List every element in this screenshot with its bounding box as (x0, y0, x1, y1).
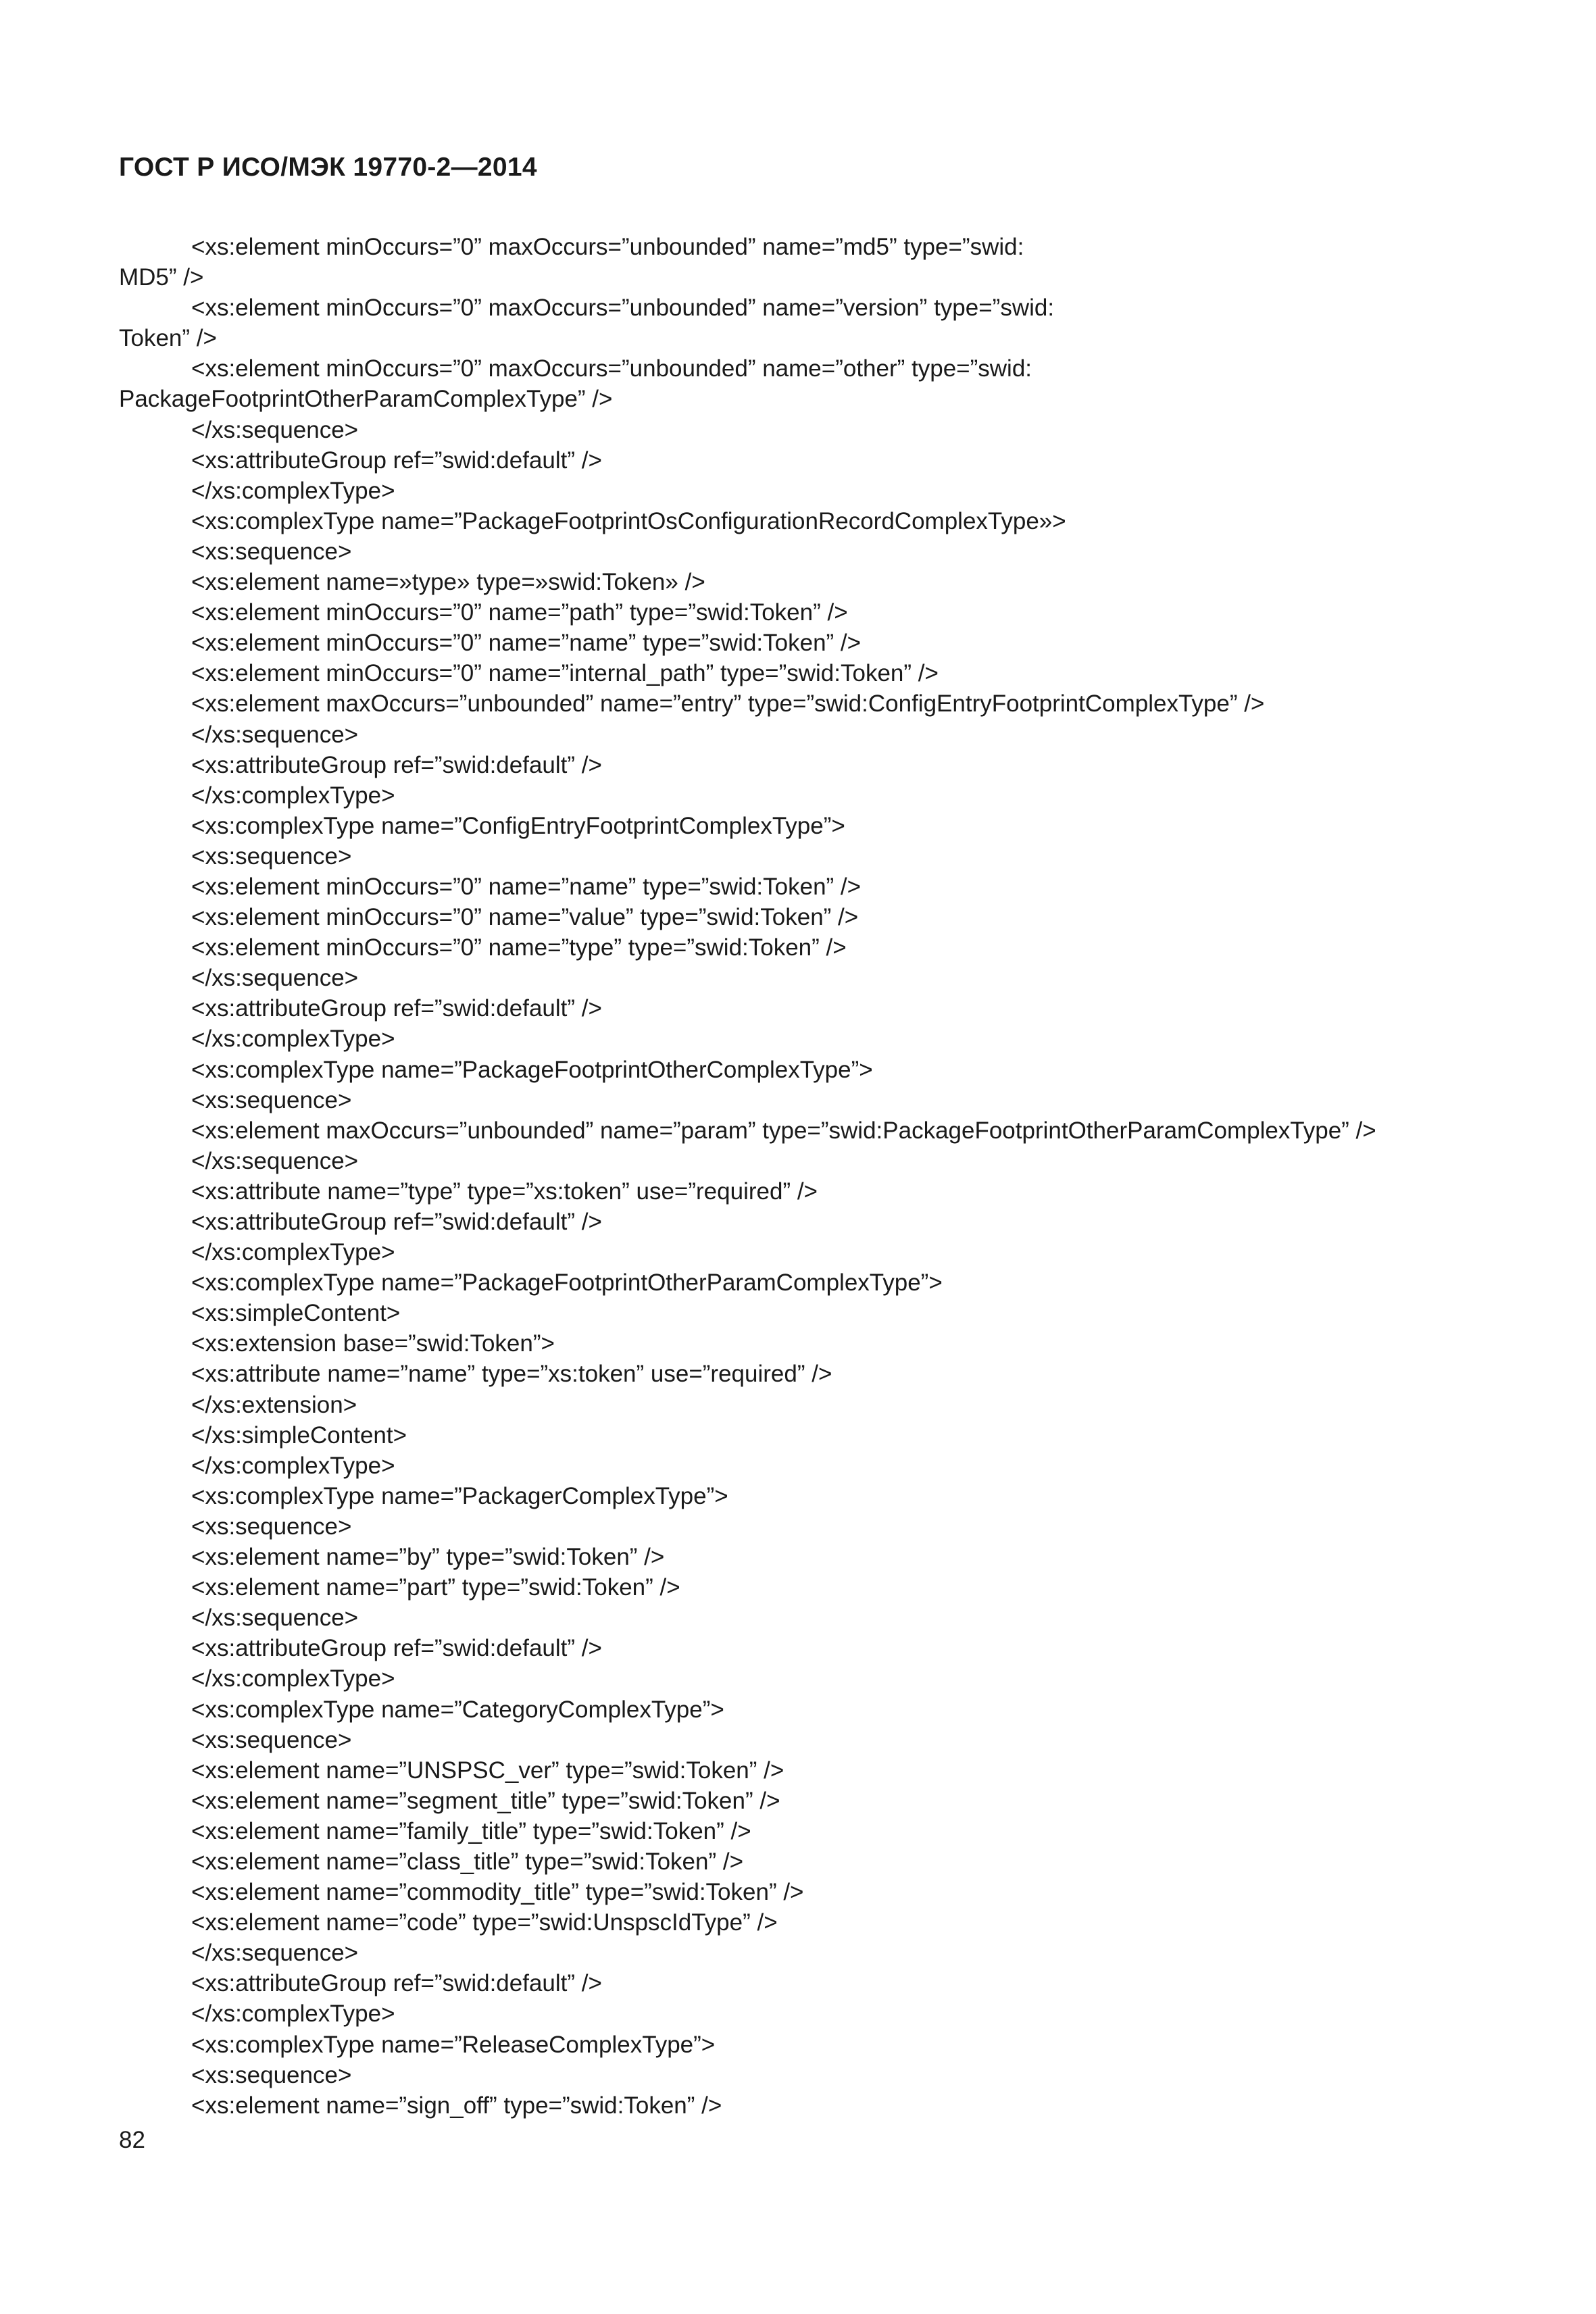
code-line: </xs:complexType> (191, 1239, 395, 1266)
code-line: <xs:element name=”code” type=”swid:UnspscIdType” /> (191, 1909, 778, 1936)
code-line: <xs:element name=”part” type=”swid:Token” /> (191, 1574, 680, 1601)
code-line: <xs:element name=”family_title” type=”swid:Token” /> (191, 1817, 751, 1844)
code-line: <xs:element minOccurs=”0” name=”value” type=”swid:Token” /> (191, 904, 859, 931)
code-line: </xs:complexType> (191, 1452, 395, 1479)
code-line: </xs:extension> (191, 1391, 357, 1418)
code-line: <xs:attribute name=”type” type=”xs:token” use=”required” /> (191, 1178, 818, 1205)
page-number: 82 (119, 2127, 145, 2153)
code-line: <xs:element name=”UNSPSC_ver” type=”swid:Token” /> (191, 1757, 784, 1784)
code-line: <xs:element maxOccurs=”unbounded” name=”entry” type=”swid:ConfigEntryFootprintComplexType” /> (191, 690, 1265, 718)
code-line: </xs:sequence> (191, 416, 359, 443)
code-line: </xs:sequence> (191, 965, 359, 992)
code-line: <xs:element minOccurs=”0” maxOccurs=”unbounded” name=”version” type=”swid: (191, 295, 1055, 322)
code-line: <xs:attributeGroup ref=”swid:default” /> (191, 1635, 602, 1662)
code-line: <xs:element name=”class_title” type=”swid:Token” /> (191, 1848, 744, 1875)
code-line: <xs:complexType name=”ReleaseComplexType”> (191, 2031, 716, 2058)
code-line: <xs:complexType name=”PackageFootprintOtherComplexType”> (191, 1056, 873, 1083)
code-line: PackageFootprintOtherParamComplexType” /> (119, 386, 613, 413)
code-line: <xs:attributeGroup ref=”swid:default” /> (191, 1209, 602, 1235)
code-line: </xs:sequence> (191, 1605, 359, 1632)
code-line: </xs:complexType> (191, 2001, 395, 2028)
code-line: <xs:complexType name=”PackagerComplexType”> (191, 1482, 728, 1509)
code-line: <xs:attribute name=”name” type=”xs:token” use=”required” /> (191, 1361, 832, 1388)
code-line: <xs:extension base=”swid:Token”> (191, 1330, 555, 1357)
code-line: <xs:sequence> (191, 842, 352, 870)
code-line: <xs:element name=”segment_title” type=”swid:Token” /> (191, 1787, 780, 1814)
code-line: </xs:sequence> (191, 721, 359, 748)
code-line: <xs:sequence> (191, 1513, 352, 1540)
code-line: <xs:attributeGroup ref=”swid:default” /> (191, 447, 602, 474)
code-line: </xs:complexType> (191, 1665, 395, 1692)
code-line: <xs:sequence> (191, 538, 352, 565)
code-line: <xs:element minOccurs=”0” name=”name” type=”swid:Token” /> (191, 873, 862, 900)
code-line: </xs:complexType> (191, 477, 395, 504)
code-line: <xs:element minOccurs=”0” maxOccurs=”unbounded” name=”other” type=”swid: (191, 355, 1032, 382)
code-line: </xs:sequence> (191, 1940, 359, 1967)
code-line: <xs:element name=”sign_off” type=”swid:Token” /> (191, 2092, 722, 2119)
xml-schema-listing (119, 232, 1484, 2121)
code-line: <xs:sequence> (191, 1086, 352, 1113)
code-line: <xs:element minOccurs=”0” name=”name” type=”swid:Token” /> (191, 630, 862, 657)
code-line: <xs:element name=”commodity_title” type=”swid:Token” /> (191, 1879, 804, 1906)
code-line: </xs:sequence> (191, 1147, 359, 1174)
code-line: Token” /> (119, 325, 217, 352)
code-line: <xs:element minOccurs=”0” maxOccurs=”unbounded” name=”md5” type=”swid: (191, 234, 1024, 260)
code-line: <xs:element minOccurs=”0” name=”path” type=”swid:Token” /> (191, 599, 848, 626)
code-line: MD5” /> (119, 264, 204, 291)
code-line: <xs:element minOccurs=”0” name=”type” type=”swid:Token” /> (191, 934, 847, 961)
code-line: <xs:element name=”by” type=”swid:Token” /> (191, 1544, 665, 1571)
code-line: <xs:attributeGroup ref=”swid:default” /> (191, 995, 602, 1022)
code-line: <xs:element minOccurs=”0” name=”internal_path” type=”swid:Token” /> (191, 660, 939, 687)
code-line: <xs:complexType name=”ConfigEntryFootprintComplexType”> (191, 812, 845, 839)
code-line: <xs:attributeGroup ref=”swid:default” /> (191, 751, 602, 778)
code-line: <xs:sequence> (191, 2061, 352, 2088)
code-line: <xs:element name=»type» type=»swid:Token» /> (191, 569, 705, 596)
code-line: <xs:sequence> (191, 1726, 352, 1753)
code-line: </xs:complexType> (191, 782, 395, 809)
code-line: </xs:complexType> (191, 1026, 395, 1053)
code-line: <xs:element maxOccurs=”unbounded” name=”param” type=”swid:PackageFootprintOtherParamComplexType” /> (191, 1117, 1376, 1144)
code-line: <xs:complexType name=”PackageFootprintOsConfigurationRecordComplexType»> (191, 507, 1066, 534)
code-line: <xs:complexType name=”CategoryComplexType”> (191, 1696, 724, 1723)
code-line: <xs:simpleContent> (191, 1300, 401, 1327)
code-line: <xs:complexType name=”PackageFootprintOtherParamComplexType”> (191, 1269, 943, 1297)
code-line: <xs:attributeGroup ref=”swid:default” /> (191, 1970, 602, 1997)
code-line: </xs:simpleContent> (191, 1422, 407, 1449)
document-header: ГОСТ Р ИСО/МЭК 19770-2—2014 (119, 153, 537, 182)
